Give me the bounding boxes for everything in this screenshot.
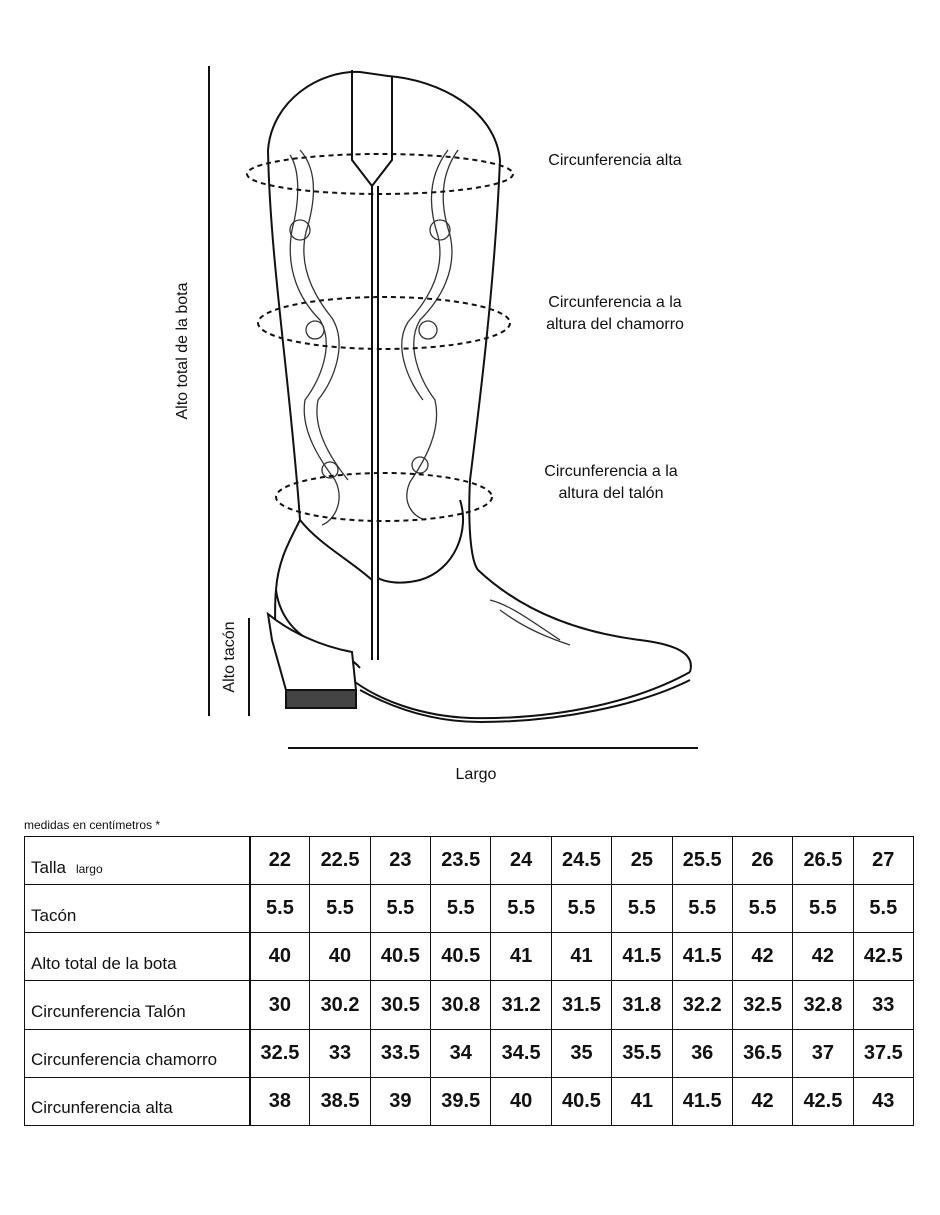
ellipse-circ-talon [276, 473, 492, 521]
ellipse-circ-chamorro [258, 297, 510, 349]
row-header [25, 837, 250, 885]
label-largo: Largo [455, 766, 497, 783]
label-circ-chamorro-line1: Circunferencia a la [548, 294, 682, 311]
table-cell: 40 [250, 933, 310, 981]
table-cell: 27 [853, 837, 913, 885]
table-cell: 40.5 [431, 933, 491, 981]
table-cell: 25.5 [672, 837, 732, 885]
decorative-scrollwork [290, 150, 570, 645]
table-cell: 31.2 [491, 981, 551, 1029]
label-circ-chamorro-line2: altura del chamorro [546, 316, 684, 333]
label-alto-total: Alto total de la bota [174, 282, 191, 420]
label-circ-talon-line1: Circunferencia a la [544, 463, 678, 480]
table-cell: 41.5 [612, 933, 672, 981]
row-label: Circunferencia alta [31, 1098, 173, 1118]
table-cell: 5.5 [793, 885, 853, 933]
table-cell: 23 [370, 837, 430, 885]
row-header [25, 885, 250, 933]
table-cell: 32.5 [732, 981, 792, 1029]
table-cell: 42 [793, 933, 853, 981]
table-row [25, 933, 914, 981]
table-cell: 37.5 [853, 1029, 913, 1077]
table-cell: 40 [491, 1077, 551, 1125]
table-cell: 5.5 [732, 885, 792, 933]
row-header [25, 1077, 250, 1125]
row-header [25, 1029, 250, 1077]
table-cell: 5.5 [491, 885, 551, 933]
row-sublabel: largo [75, 861, 103, 876]
row-label: Circunferencia chamorro [31, 1050, 218, 1070]
table-row [25, 885, 914, 933]
table-cell: 5.5 [431, 885, 491, 933]
table-cell: 39 [370, 1077, 430, 1125]
row-label: Talla [31, 857, 66, 877]
row-header [25, 933, 250, 981]
table-cell: 22 [250, 837, 310, 885]
row-label: Circunferencia Talón [31, 1002, 186, 1022]
table-cell: 5.5 [250, 885, 310, 933]
table-cell: 39.5 [431, 1077, 491, 1125]
row-label: Alto total de la bota [31, 953, 177, 973]
table-cell: 30.8 [431, 981, 491, 1029]
table-cell: 40.5 [370, 933, 430, 981]
table-cell: 42 [732, 1077, 792, 1125]
table-cell: 5.5 [672, 885, 732, 933]
table-cell: 40 [310, 933, 370, 981]
table-cell: 30.2 [310, 981, 370, 1029]
table-cell: 24 [491, 837, 551, 885]
table-cell: 41 [491, 933, 551, 981]
table-cell: 42 [732, 933, 792, 981]
size-table [24, 836, 914, 1126]
table-cell: 31.8 [612, 981, 672, 1029]
table-cell: 32.8 [793, 981, 853, 1029]
heel [268, 614, 356, 708]
units-note: medidas en centímetros * [24, 818, 161, 832]
table-cell: 33.5 [370, 1029, 430, 1077]
row-label: Tacón [31, 905, 77, 925]
table-cell: 26.5 [793, 837, 853, 885]
table-cell: 35.5 [612, 1029, 672, 1077]
table-row [25, 1029, 914, 1077]
table-cell: 38.5 [310, 1077, 370, 1125]
table-cell: 41.5 [672, 933, 732, 981]
table-cell: 30.5 [370, 981, 430, 1029]
table-cell: 36.5 [732, 1029, 792, 1077]
label-circ-talon-line2: altura del talón [558, 485, 664, 502]
table-cell: 26 [732, 837, 792, 885]
table-cell: 37 [793, 1029, 853, 1077]
table-cell: 5.5 [310, 885, 370, 933]
table-row [25, 981, 914, 1029]
table-cell: 36 [672, 1029, 732, 1077]
measurement-ellipses [247, 154, 513, 521]
table-cell: 35 [551, 1029, 611, 1077]
table-cell: 5.5 [551, 885, 611, 933]
table-cell: 41 [612, 1077, 672, 1125]
table-cell: 24.5 [551, 837, 611, 885]
row-header [25, 981, 250, 1029]
table-cell: 43 [853, 1077, 913, 1125]
table-cell: 41.5 [672, 1077, 732, 1125]
table-cell: 5.5 [612, 885, 672, 933]
table-cell: 32.2 [672, 981, 732, 1029]
label-alto-tacon: Alto tacón [221, 621, 238, 693]
table-cell: 5.5 [370, 885, 430, 933]
table-cell: 33 [310, 1029, 370, 1077]
table-cell: 30 [250, 981, 310, 1029]
table-cell: 22.5 [310, 837, 370, 885]
table-cell: 23.5 [431, 837, 491, 885]
table-cell: 33 [853, 981, 913, 1029]
table-cell: 38 [250, 1077, 310, 1125]
table-cell: 42.5 [853, 933, 913, 981]
table-row [25, 837, 914, 885]
table-cell: 41 [551, 933, 611, 981]
table-cell: 25 [612, 837, 672, 885]
table-cell: 32.5 [250, 1029, 310, 1077]
table-row [25, 1077, 914, 1125]
table-cell: 40.5 [551, 1077, 611, 1125]
table-cell: 34 [431, 1029, 491, 1077]
table-cell: 31.5 [551, 981, 611, 1029]
table-cell: 5.5 [853, 885, 913, 933]
table-cell: 42.5 [793, 1077, 853, 1125]
table-cell: 34.5 [491, 1029, 551, 1077]
label-circ-alta: Circunferencia alta [548, 152, 682, 169]
